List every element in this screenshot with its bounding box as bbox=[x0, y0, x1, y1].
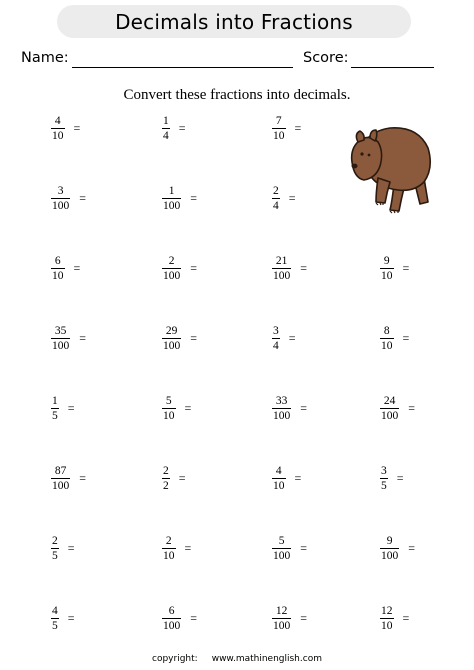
fraction bbox=[162, 325, 181, 352]
equals-sign: = bbox=[67, 400, 75, 415]
equals-sign: = bbox=[300, 610, 308, 625]
denominator: 100 bbox=[273, 409, 291, 422]
fraction bbox=[380, 255, 394, 282]
fraction bbox=[51, 115, 65, 142]
problem-item bbox=[51, 463, 86, 493]
equals-sign: = bbox=[184, 540, 192, 555]
denominator: 10 bbox=[381, 269, 393, 282]
numerator: 2 bbox=[52, 534, 58, 547]
numerator: 1 bbox=[168, 184, 175, 197]
fraction bbox=[162, 605, 181, 632]
equals-sign: = bbox=[178, 470, 186, 485]
problem-item bbox=[272, 603, 307, 633]
equals-sign: = bbox=[67, 540, 75, 555]
denominator: 100 bbox=[163, 619, 181, 632]
equals-sign: = bbox=[300, 260, 308, 275]
numerator: 6 bbox=[168, 604, 175, 617]
problem-item bbox=[272, 253, 307, 283]
numerator: 87 bbox=[54, 464, 67, 477]
denominator: 10 bbox=[52, 269, 64, 282]
name-score-row bbox=[21, 50, 441, 70]
numerator: 3 bbox=[273, 324, 279, 337]
equals-sign: = bbox=[190, 190, 198, 205]
denominator: 100 bbox=[52, 339, 70, 352]
equals-sign: = bbox=[402, 260, 410, 275]
equals-sign: = bbox=[288, 190, 296, 205]
problem-item bbox=[272, 323, 296, 353]
fraction bbox=[272, 325, 280, 352]
equals-sign: = bbox=[408, 400, 416, 415]
fraction bbox=[51, 535, 59, 562]
problem-item bbox=[162, 323, 197, 353]
fraction bbox=[380, 535, 399, 562]
denominator: 100 bbox=[273, 549, 291, 562]
problem-item bbox=[272, 533, 307, 563]
fraction bbox=[272, 465, 286, 492]
problem-item bbox=[51, 323, 86, 353]
equals-sign: = bbox=[79, 190, 87, 205]
denominator: 100 bbox=[273, 269, 291, 282]
numerator: 8 bbox=[383, 324, 390, 337]
problem-item bbox=[51, 603, 75, 633]
problem-item bbox=[51, 253, 80, 283]
fraction bbox=[51, 185, 70, 212]
numerator: 12 bbox=[381, 604, 393, 617]
title-banner bbox=[57, 5, 411, 38]
numerator: 9 bbox=[383, 254, 390, 267]
equals-sign: = bbox=[402, 610, 410, 625]
wombat-icon bbox=[350, 122, 432, 217]
fraction bbox=[380, 465, 388, 492]
numerator: 5 bbox=[165, 394, 172, 407]
problem-item bbox=[380, 393, 415, 423]
denominator: 100 bbox=[163, 199, 181, 212]
problem-item bbox=[272, 393, 307, 423]
equals-sign: = bbox=[300, 400, 308, 415]
footer bbox=[0, 654, 474, 664]
fraction bbox=[380, 395, 399, 422]
problem-item bbox=[272, 463, 301, 493]
equals-sign: = bbox=[294, 470, 302, 485]
numerator: 5 bbox=[278, 534, 285, 547]
denominator: 10 bbox=[163, 409, 175, 422]
numerator: 2 bbox=[168, 254, 175, 267]
numerator: 2 bbox=[165, 534, 172, 547]
equals-sign: = bbox=[73, 120, 81, 135]
equals-sign: = bbox=[178, 120, 186, 135]
numerator: 2 bbox=[163, 464, 169, 477]
numerator: 9 bbox=[386, 534, 393, 547]
problem-item bbox=[162, 253, 197, 283]
numerator: 29 bbox=[165, 324, 178, 337]
denominator: 5 bbox=[52, 549, 58, 562]
equals-sign: = bbox=[300, 540, 308, 555]
score-label: Score: bbox=[303, 50, 349, 66]
denominator: 10 bbox=[381, 339, 393, 352]
denominator: 10 bbox=[381, 619, 393, 632]
problem-item bbox=[380, 533, 415, 563]
problem-item bbox=[162, 463, 186, 493]
fraction bbox=[162, 185, 181, 212]
fraction bbox=[272, 185, 280, 212]
denominator: 100 bbox=[52, 479, 70, 492]
denominator: 100 bbox=[163, 269, 181, 282]
problem-item bbox=[51, 533, 75, 563]
denominator: 100 bbox=[163, 339, 181, 352]
problem-item bbox=[162, 183, 197, 213]
numerator: 4 bbox=[52, 604, 58, 617]
fraction bbox=[380, 605, 394, 632]
denominator: 2 bbox=[163, 479, 169, 492]
equals-sign: = bbox=[402, 330, 410, 345]
fraction bbox=[272, 605, 291, 632]
problem-item bbox=[380, 603, 409, 633]
denominator: 5 bbox=[52, 619, 58, 632]
equals-sign: = bbox=[73, 260, 81, 275]
equals-sign: = bbox=[396, 470, 404, 485]
copyright-label: copyright: bbox=[152, 654, 198, 664]
equals-sign: = bbox=[190, 260, 198, 275]
numerator: 35 bbox=[54, 324, 67, 337]
numerator: 33 bbox=[275, 394, 288, 407]
fraction bbox=[162, 465, 170, 492]
score-answer-line[interactable] bbox=[351, 67, 434, 68]
problem-item bbox=[272, 183, 296, 213]
numerator: 21 bbox=[275, 254, 288, 267]
equals-sign: = bbox=[294, 120, 302, 135]
problem-item bbox=[162, 393, 191, 423]
problem-item bbox=[51, 113, 80, 143]
problem-item bbox=[380, 463, 404, 493]
denominator: 5 bbox=[381, 479, 387, 492]
fraction bbox=[51, 605, 59, 632]
equals-sign: = bbox=[184, 400, 192, 415]
denominator: 100 bbox=[381, 549, 399, 562]
fraction bbox=[162, 535, 176, 562]
equals-sign: = bbox=[67, 610, 75, 625]
page-title: Decimals into Fractions bbox=[115, 9, 353, 34]
problem-item bbox=[51, 183, 86, 213]
denominator: 100 bbox=[381, 409, 399, 422]
equals-sign: = bbox=[288, 330, 296, 345]
numerator: 6 bbox=[54, 254, 61, 267]
numerator: 7 bbox=[275, 114, 282, 127]
problem-item bbox=[162, 603, 197, 633]
instruction-text: Convert these fractions into decimals. bbox=[123, 87, 351, 103]
problem-item bbox=[162, 533, 191, 563]
numerator: 12 bbox=[275, 604, 288, 617]
equals-sign: = bbox=[79, 330, 87, 345]
fraction bbox=[51, 465, 70, 492]
denominator: 100 bbox=[273, 619, 291, 632]
fraction bbox=[272, 535, 291, 562]
denominator: 10 bbox=[52, 129, 64, 142]
numerator: 1 bbox=[163, 114, 169, 127]
problem-item bbox=[272, 113, 301, 143]
numerator: 24 bbox=[383, 394, 396, 407]
fraction bbox=[272, 395, 291, 422]
fraction bbox=[162, 115, 170, 142]
denominator: 100 bbox=[52, 199, 70, 212]
numerator: 1 bbox=[52, 394, 58, 407]
numerator: 3 bbox=[381, 464, 387, 477]
denominator: 4 bbox=[163, 129, 169, 142]
equals-sign: = bbox=[408, 540, 416, 555]
footer-site-link[interactable]: www.mathinenglish.com bbox=[211, 654, 322, 664]
denominator: 10 bbox=[273, 129, 285, 142]
denominator: 4 bbox=[273, 339, 279, 352]
problem-item bbox=[51, 393, 75, 423]
equals-sign: = bbox=[79, 470, 87, 485]
problem-item bbox=[162, 113, 186, 143]
problem-item bbox=[380, 323, 409, 353]
numerator: 2 bbox=[273, 184, 279, 197]
denominator: 10 bbox=[163, 549, 175, 562]
fraction bbox=[51, 255, 65, 282]
fraction bbox=[51, 395, 59, 422]
numerator: 4 bbox=[275, 464, 282, 477]
name-label: Name: bbox=[21, 50, 69, 66]
fraction bbox=[380, 325, 394, 352]
name-answer-line[interactable] bbox=[72, 67, 293, 68]
numerator: 4 bbox=[54, 114, 61, 127]
fraction bbox=[272, 255, 291, 282]
denominator: 10 bbox=[273, 479, 285, 492]
equals-sign: = bbox=[190, 610, 198, 625]
numerator: 3 bbox=[57, 184, 64, 197]
denominator: 5 bbox=[52, 409, 58, 422]
problem-item bbox=[380, 253, 409, 283]
fraction bbox=[162, 255, 181, 282]
fraction bbox=[51, 325, 70, 352]
denominator: 4 bbox=[273, 199, 279, 212]
fraction bbox=[162, 395, 176, 422]
fraction bbox=[272, 115, 286, 142]
equals-sign: = bbox=[190, 330, 198, 345]
